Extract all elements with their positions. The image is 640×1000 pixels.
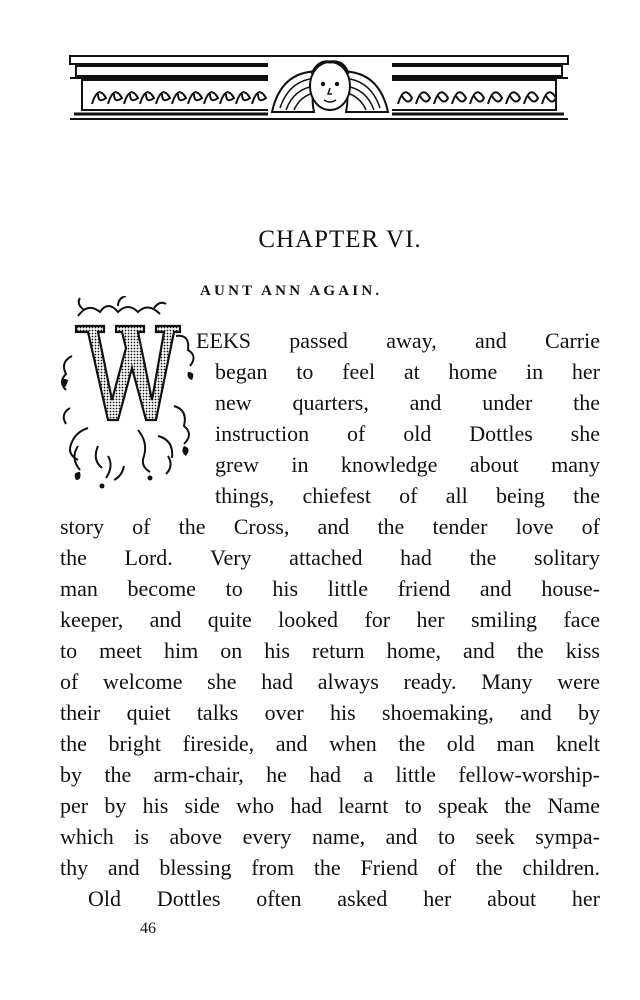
text-line: of welcome she had always ready. Many were [60,669,600,694]
text-line: the Lord. Very attached had the solitary [60,545,600,570]
chapter-title: CHAPTER VI. [258,226,422,253]
text-line: by the arm-chair, he had a little fellow-worship- [60,762,600,787]
text-line: keeper, and quite looked for her smiling face [60,607,600,632]
text-line: EEKS passed away, and Carrie [196,328,600,353]
text-line: which is above every name, and to seek sympa- [60,824,600,849]
text-line: thy and blessing from the Friend of the children. [60,855,600,880]
text-line: story of the Cross, and the tender love of [60,514,600,539]
text-line: grew in knowledge about many [215,452,600,477]
text-line: to meet him on his return home, and the kiss [60,638,600,663]
chapter-subtitle: AUNT ANN AGAIN. [200,283,383,299]
text-line: new quarters, and under the [215,390,600,415]
text-line: their quiet talks over his shoemaking, and by [60,700,600,725]
text-line: Old Dottles often asked her about her [88,886,600,911]
text-line: began to feel at home in her [215,359,600,384]
decorative-headpiece [68,50,570,122]
chapter-body-text [60,325,600,914]
text-line: instruction of old Dottles she [215,421,600,446]
text-line: things, chiefest of all being the [215,483,600,508]
text-line: man become to his little friend and house- [60,576,600,601]
text-line: per by his side who had learnt to speak the Name [60,793,600,818]
cherub-icon [268,60,392,116]
page-number: 46 [140,920,156,937]
text-line: the bright fireside, and when the old man knelt [60,731,600,756]
